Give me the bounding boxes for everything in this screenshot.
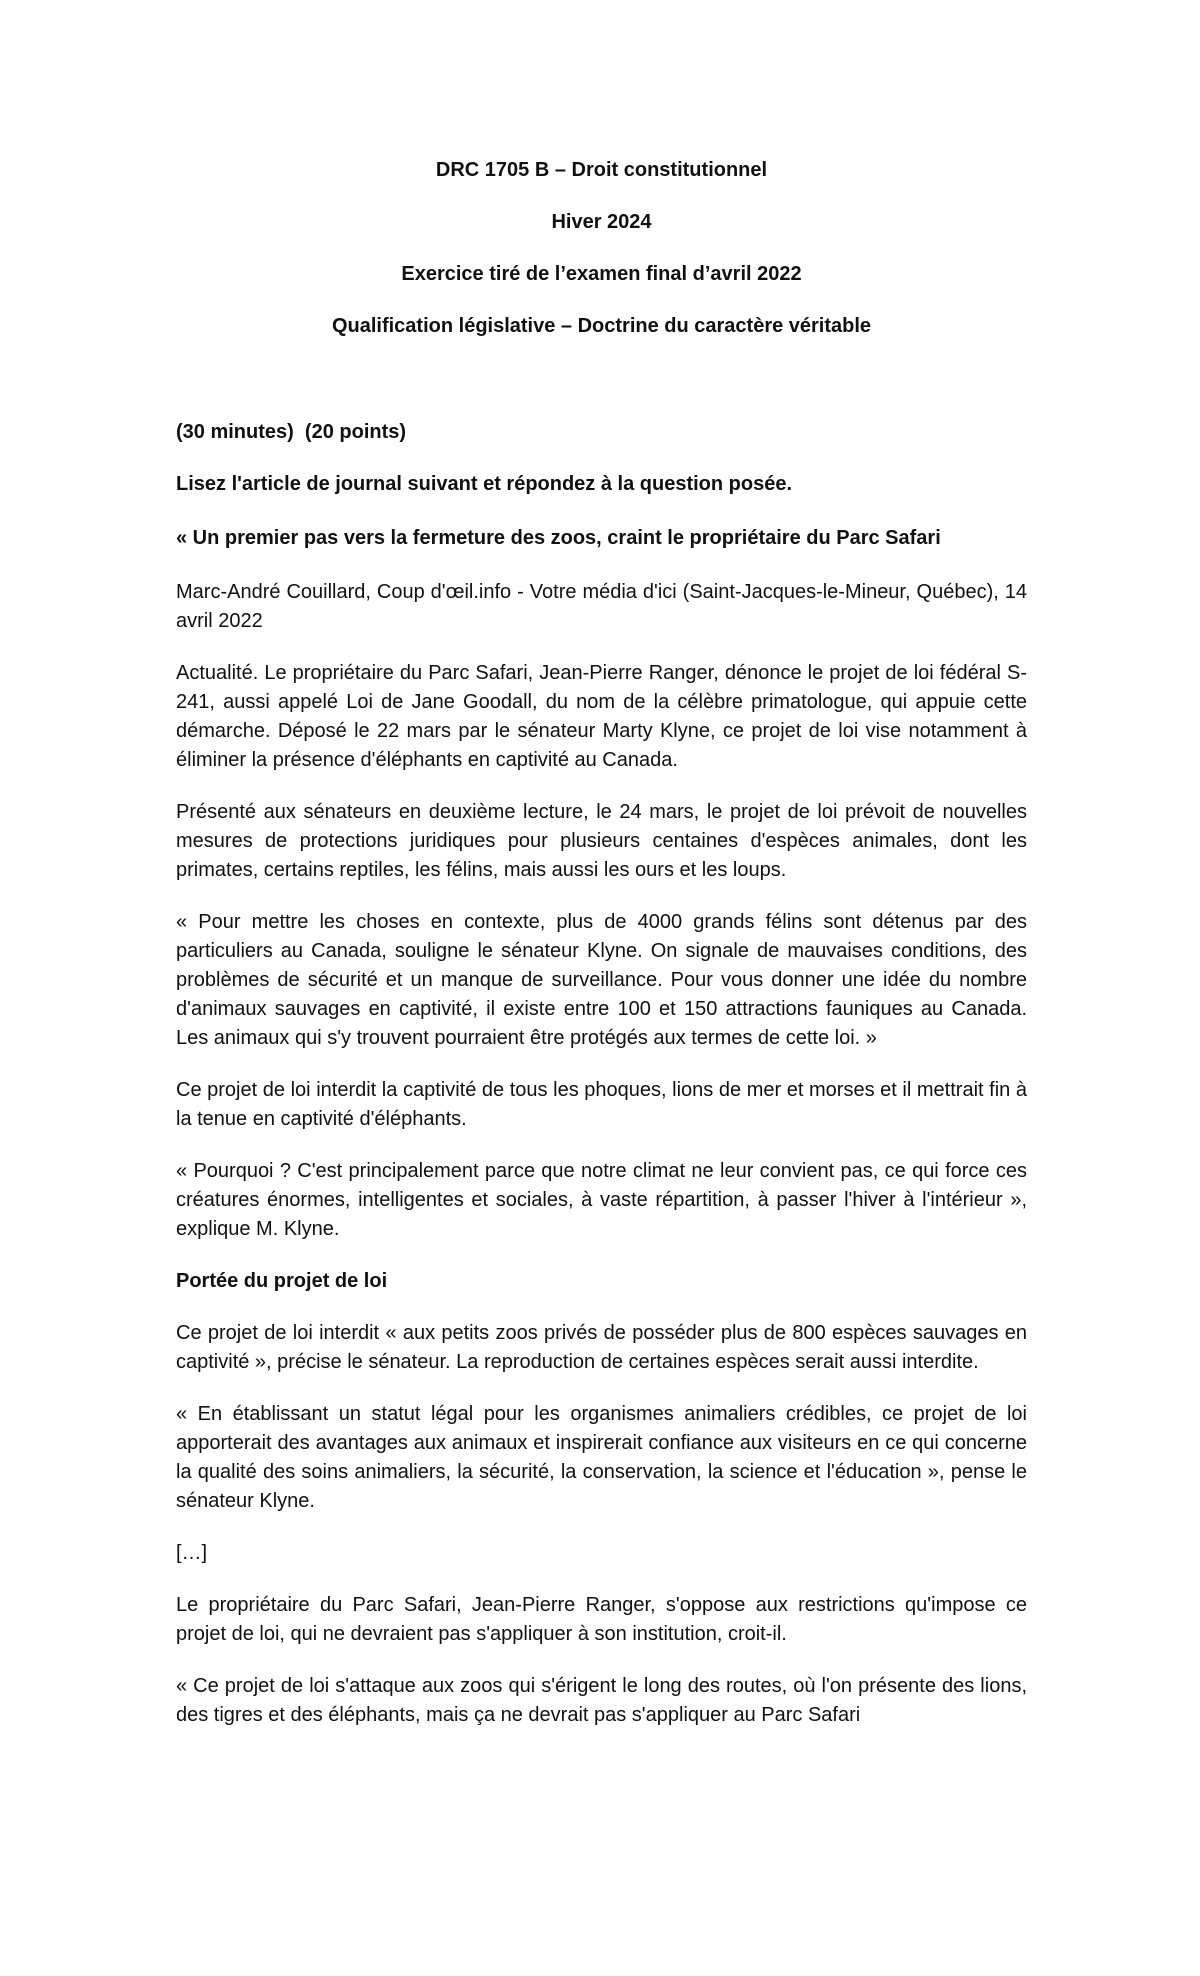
article-paragraph: Actualité. Le propriétaire du Parc Safari, Jean-Pierre Ranger, dénonce le projet de loi fédéral S-241, aussi appelé Loi de Jane Goodall, du nom de la célèbre primatologue, qui appuie cette démarche. Déposé le 22 mars par le sénateur Marty Klyne, ce projet de loi vise notamment à éliminer la présence d'éléphants en captivité au Canada. <box>176 662 1027 771</box>
article-paragraph: Présenté aux sénateurs en deuxième lecture, le 24 mars, le projet de loi prévoit de nouvelles mesures de protections juridiques pour plusieurs centaines d'espèces animales, dont les primates, certains reptiles, les félins, mais aussi les ours et les loups. <box>176 801 1027 881</box>
course-title: DRC 1705 B – Droit constitutionnel <box>435 159 768 181</box>
ellipsis-marker: […] <box>176 1542 208 1564</box>
article-paragraph: « Ce projet de loi s'attaque aux zoos qui s'érigent le long des routes, où l'on présente des lions, des tigres et des éléphants, mais ça ne devrait pas s'appliquer au Parc Safari <box>176 1675 1027 1726</box>
exercise-title: Exercice tiré de l’examen final d’avril 2022 <box>401 263 802 285</box>
term-title: Hiver 2024 <box>551 211 652 233</box>
topic-title: Qualification législative – Doctrine du caractère véritable <box>331 315 872 337</box>
section-subheading: Portée du projet de loi <box>176 1270 388 1292</box>
article-paragraph: Ce projet de loi interdit la captivité de tous les phoques, lions de mer et morses et il mettrait fin à la tenue en captivité d'éléphants. <box>176 1079 1027 1130</box>
article-paragraph: Ce projet de loi interdit « aux petits zoos privés de posséder plus de 800 espèces sauvages en captivité », précise le sénateur. La reproduction de certaines espèces serait aussi interdite. <box>176 1322 1027 1373</box>
duration-points: (30 minutes) (20 points) <box>176 421 407 443</box>
article-paragraph: « En établissant un statut légal pour les organismes animaliers crédibles, ce projet de loi apporterait des avantages aux animaux et inspirerait confiance aux visiteurs en ce qui concerne la qualité des soins animaliers, la sécurité, la conservation, la science et l'éducation », pense le sénateur Klyne. <box>176 1403 1027 1512</box>
instruction-directive: Lisez l'article de journal suivant et répondez à la question posée. <box>176 473 793 495</box>
article-paragraph: « Pourquoi ? C'est principalement parce que notre climat ne leur convient pas, ce qui force ces créatures énormes, intelligentes et sociales, à vaste répartition, à passer l'hiver à l'intérieur », explique M. Klyne. <box>176 1160 1027 1240</box>
title-block <box>176 156 1027 340</box>
article-headline: « Un premier pas vers la fermeture des zoos, craint le propriétaire du Parc Safari <box>176 527 941 549</box>
article-byline: Marc-André Couillard, Coup d'œil.info - Votre média d'ici (Saint-Jacques-le-Mineur, Québec), 14 avril 2022 <box>176 581 1027 632</box>
article-paragraph: Le propriétaire du Parc Safari, Jean-Pierre Ranger, s'oppose aux restrictions qu'impose ce projet de loi, qui ne devraient pas s'appliquer à son institution, croit-il. <box>176 1594 1027 1645</box>
article-paragraph: « Pour mettre les choses en contexte, plus de 4000 grands félins sont détenus par des particuliers au Canada, souligne le sénateur Klyne. On signale de mauvaises conditions, des problèmes de sécurité et un manque de surveillance. Pour vous donner une idée du nombre d'animaux sauvages en captivité, il existe entre 100 et 150 attractions fauniques au Canada. Les animaux qui s'y trouvent pourraient être protégés aux termes de cette loi. » <box>176 911 1027 1049</box>
